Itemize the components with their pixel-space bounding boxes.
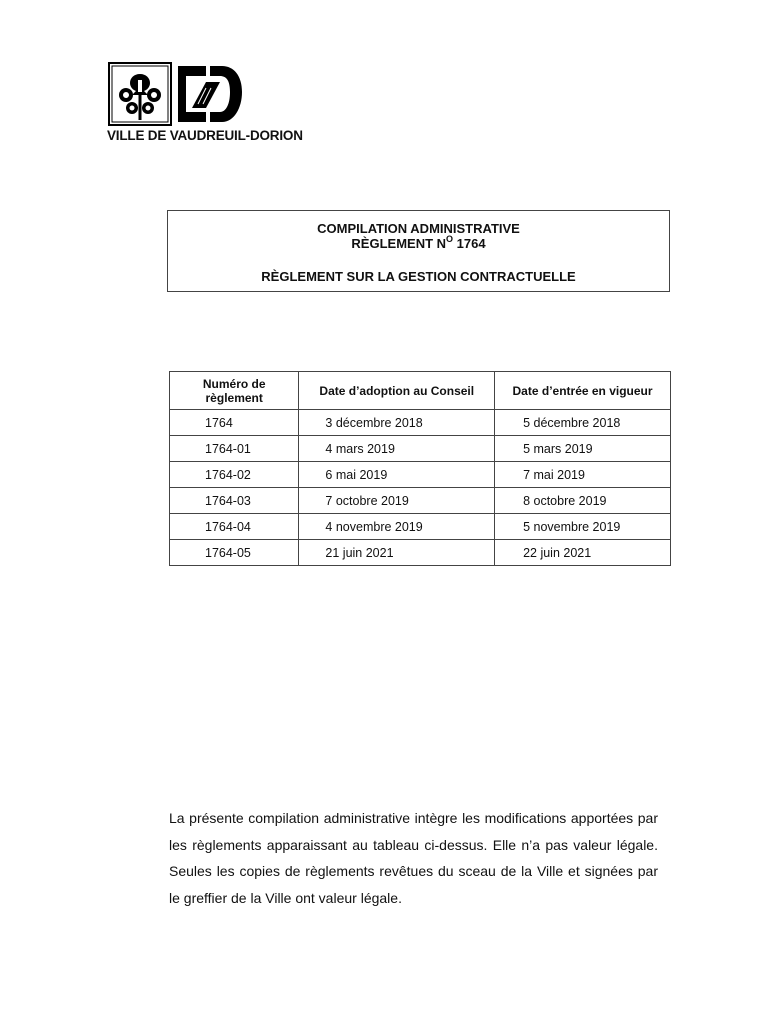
cell-regulation-number: 1764-04	[170, 514, 299, 540]
cell-regulation-number: 1764-01	[170, 436, 299, 462]
cell-adoption-date: 4 mars 2019	[299, 436, 495, 462]
cell-effective-date: 5 novembre 2019	[495, 514, 671, 540]
table-row	[170, 488, 671, 514]
table-row	[170, 540, 671, 566]
cell-adoption-date: 4 novembre 2019	[299, 514, 495, 540]
table-row	[170, 462, 671, 488]
title-box	[167, 210, 670, 292]
header-adoption-date: Date d’adoption au Conseil	[299, 372, 495, 410]
table-header-row	[170, 372, 671, 410]
header-effective-date: Date d’entrée en vigueur	[495, 372, 671, 410]
compilation-title: COMPILATION ADMINISTRATIVE	[317, 221, 520, 236]
cell-regulation-number: 1764	[170, 410, 299, 436]
cell-regulation-number: 1764-05	[170, 540, 299, 566]
cell-effective-date: 5 mars 2019	[495, 436, 671, 462]
regulation-number: RÈGLEMENT $N^O$ 1764	[351, 234, 486, 251]
cell-adoption-date: 3 décembre 2018	[299, 410, 495, 436]
city-name: VILLE DE VAUDREUIL-DORION	[107, 128, 303, 143]
cell-adoption-date: 6 mai 2019	[299, 462, 495, 488]
cell-regulation-number: 1764-03	[170, 488, 299, 514]
legal-notice: La présente compilation administrative intègre les modifications apportées par les règlements apparaissant au tableau ci-dessus. Elle n’a pas valeur légale. Seules les copies de règlements revêtues du sceau de la Ville et signées par le greffier de la Ville ont valeur légale.	[169, 810, 658, 906]
cell-effective-date: 7 mai 2019	[495, 462, 671, 488]
city-logo	[108, 62, 244, 126]
cell-effective-date: 22 juin 2021	[495, 540, 671, 566]
cell-effective-date: 8 octobre 2019	[495, 488, 671, 514]
table-row	[170, 410, 671, 436]
cell-adoption-date: 7 octobre 2019	[299, 488, 495, 514]
table-row	[170, 436, 671, 462]
regulation-title: RÈGLEMENT SUR LA GESTION CONTRACTUELLE	[261, 269, 576, 284]
cell-adoption-date: 21 juin 2021	[299, 540, 495, 566]
cell-regulation-number: 1764-02	[170, 462, 299, 488]
amendments-table	[169, 371, 671, 566]
table-row	[170, 514, 671, 540]
header-regulation-number: Numéro de règlement	[170, 372, 299, 410]
cell-effective-date: 5 décembre 2018	[495, 410, 671, 436]
